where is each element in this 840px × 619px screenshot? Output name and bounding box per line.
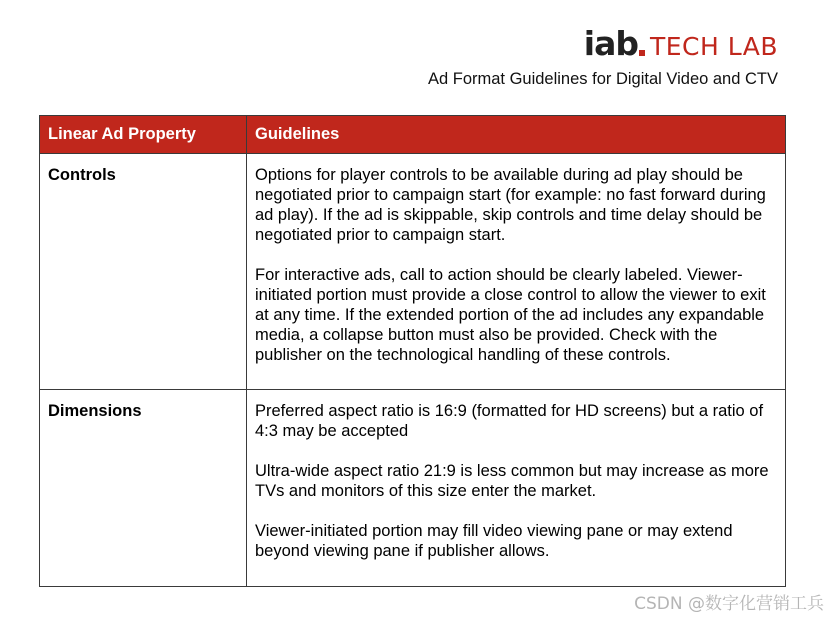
csdn-watermark: CSDN @数字化营销工兵 (634, 594, 824, 614)
header-linear-ad-property: Linear Ad Property (40, 116, 247, 154)
guideline-paragraph: Ultra-wide aspect ratio 21:9 is less common but may increase as more TVs and monitors of this size enter the market. (255, 462, 769, 500)
guideline-paragraph: Viewer-initiated portion may fill video viewing pane or may extend beyond viewing pane if publisher allows. (255, 522, 733, 560)
guidelines-cell (247, 154, 786, 390)
logo-dot-icon (639, 50, 645, 56)
logo-suffix-text: TECH LAB (649, 32, 778, 61)
property-cell: Controls (40, 154, 247, 390)
guidelines-cell (247, 390, 786, 587)
logo-brand-text: iab (583, 24, 638, 63)
guideline-paragraph: Options for player controls to be available during ad play should be negotiated prior to campaign start (for example: no fast forward during ad play). If the ad is skippable, skip controls and time delay should be negotiated prior to campaign start. (255, 166, 766, 244)
table-header-row (40, 116, 786, 154)
document-subtitle: Ad Format Guidelines for Digital Video and CTV (427, 70, 778, 88)
table-row-controls (40, 154, 786, 390)
table-row-dimensions (40, 390, 786, 587)
guideline-paragraph: For interactive ads, call to action should be clearly labeled. Viewer-initiated portion must provide a close control to allow the viewer to exit at any time. If the extended portion of the ad includes any expandable media, a collapse button must also be provided. Check with the publisher on the technological handling of these controls. (255, 266, 766, 364)
header-guidelines: Guidelines (247, 116, 786, 154)
guidelines-table (39, 115, 786, 587)
iab-tech-lab-logo (583, 24, 778, 63)
property-cell: Dimensions (40, 390, 247, 587)
guideline-paragraph: Preferred aspect ratio is 16:9 (formatted for HD screens) but a ratio of 4:3 may be accepted (255, 402, 764, 440)
